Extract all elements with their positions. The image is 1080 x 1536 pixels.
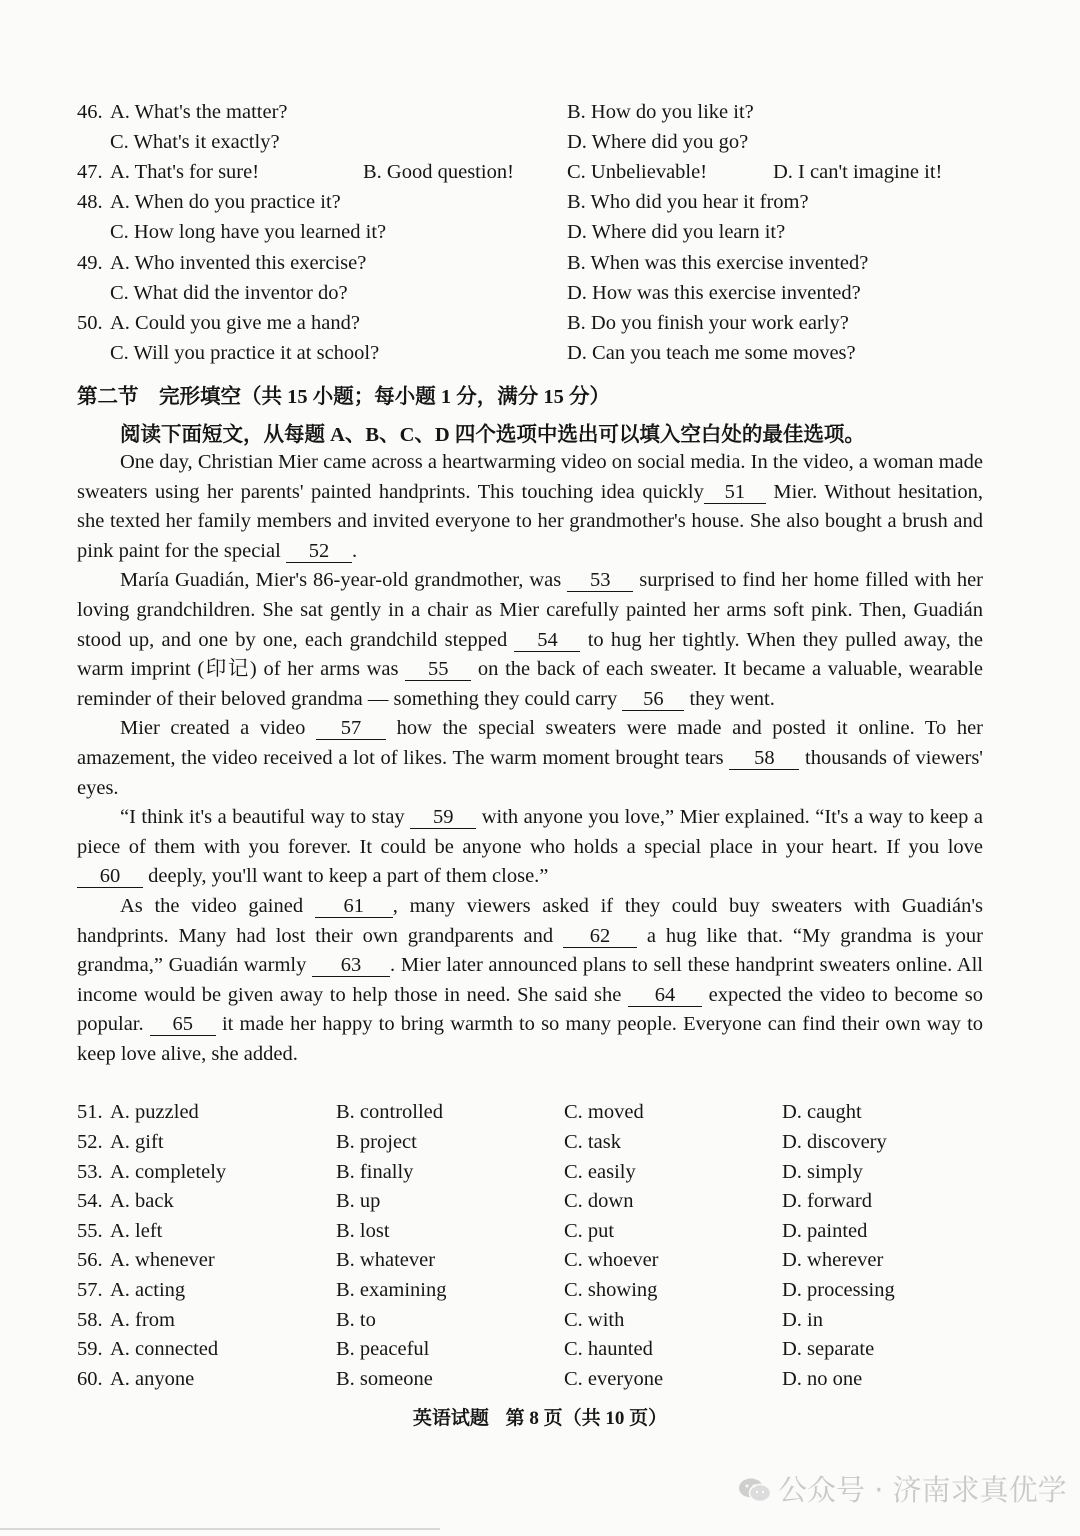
option-d: D. I can't imagine it! — [773, 161, 943, 183]
passage-text: on the back of each sweater. It became a valuable, wearable reminder of their beloved grandma — something they could carry — [77, 658, 984, 710]
options-57 — [77, 1275, 987, 1305]
blank-56: 56 — [622, 688, 684, 711]
options-59 — [77, 1334, 987, 1364]
question-number: 48. — [77, 191, 103, 213]
passage-text: they went. — [689, 687, 775, 710]
question-46-row-1 — [77, 97, 987, 127]
options-58 — [77, 1305, 987, 1335]
option-b: B. someone — [336, 1368, 433, 1390]
passage-text: surprised to find her home filled with her loving grandchildren. She sat gently in a chair as Mier carefully painted her arms soft pink. Then, Guadián stood up, and one by one, each grandchild stepped — [77, 569, 984, 651]
option-d: D. caught — [782, 1101, 862, 1123]
passage-text: . Mier later announced plans to sell these handprint sweaters online. All income would be given away to help those in need. She said she — [77, 954, 983, 1006]
option-d: D. wherever — [782, 1249, 884, 1271]
blank-62: 62 — [563, 925, 637, 948]
option-d: D. processing — [782, 1279, 895, 1301]
option-c: C. Unbelievable! — [567, 161, 708, 183]
question-number: 50. — [77, 312, 103, 334]
option-d: D. Can you teach me some moves? — [567, 342, 856, 364]
option-number: 54. — [77, 1190, 103, 1212]
passage-text: Mier created a video — [120, 717, 306, 740]
option-a: A. acting — [110, 1279, 186, 1301]
question-46-row-2 — [77, 127, 987, 157]
passage-text: thousands of viewers' eyes. — [77, 746, 983, 799]
option-b: B. controlled — [336, 1101, 444, 1123]
watermark — [738, 1472, 1067, 1508]
blank-59: 59 — [410, 806, 476, 829]
blank-52: 52 — [286, 540, 352, 563]
option-c: C. whoever — [564, 1249, 659, 1271]
passage-text: how the special sweaters were made and posted it online. To her amazement, the video received a lot of likes. The warm moment brought tears — [77, 717, 983, 769]
option-b: B. How do you like it? — [567, 101, 754, 123]
option-a: A. gift — [110, 1131, 164, 1153]
options-52 — [77, 1127, 987, 1157]
option-c: C. moved — [564, 1101, 644, 1123]
question-50-row-2 — [77, 338, 987, 368]
option-c: C. with — [564, 1309, 625, 1331]
option-c: C. down — [564, 1190, 634, 1212]
option-b: B. When was this exercise invented? — [567, 252, 869, 274]
paragraph-1 — [77, 448, 983, 566]
option-d: D. simply — [782, 1161, 863, 1183]
option-number: 60. — [77, 1368, 103, 1390]
option-b: B. lost — [336, 1220, 390, 1242]
passage-text: to hug her tightly. When they pulled away, the warm imprint (印记) of her arms was — [77, 628, 984, 681]
passage-text: expected the video to become so popular. — [77, 983, 983, 1036]
blank-63: 63 — [312, 954, 390, 977]
option-a: A. from — [110, 1309, 175, 1331]
blank-58: 58 — [729, 747, 799, 770]
option-b: B. examining — [336, 1279, 447, 1301]
option-d: D. Where did you learn it? — [567, 221, 786, 243]
option-a: A. When do you practice it? — [110, 191, 341, 213]
option-b: B. finally — [336, 1161, 414, 1183]
question-47-row — [77, 157, 987, 187]
option-d: D. in — [782, 1309, 823, 1331]
option-a: A. Who invented this exercise? — [110, 252, 367, 274]
option-number: 57. — [77, 1279, 103, 1301]
passage-text: One day, Christian Mier came across a heartwarming video on social media. In the video, a woman made sweaters using her parents' painted handprints. This touching idea quickly — [77, 451, 983, 503]
passage-text: with anyone you love,” Mier explained. “It's a way to keep a piece of them with you forever. It could be anyone who holds a special place in your heart. If you love — [77, 806, 983, 858]
option-c: C. showing — [564, 1279, 658, 1301]
page-footer — [0, 1404, 1080, 1434]
option-a: A. left — [110, 1220, 163, 1242]
option-b: B. Good question! — [363, 161, 514, 183]
option-number: 56. — [77, 1249, 103, 1271]
option-a: A. Could you give me a hand? — [110, 312, 360, 334]
option-a: A. puzzled — [110, 1101, 199, 1123]
option-number: 59. — [77, 1338, 103, 1360]
option-c: C. everyone — [564, 1368, 664, 1390]
blank-53: 53 — [567, 569, 633, 592]
option-d: D. forward — [782, 1190, 872, 1212]
option-a: A. back — [110, 1190, 174, 1212]
paragraph-2 — [77, 566, 983, 714]
passage-text: deeply, you'll want to keep a part of them close.” — [148, 865, 549, 888]
options-51 — [77, 1097, 987, 1127]
cloze-passage — [77, 448, 983, 1069]
question-number: 46. — [77, 101, 103, 123]
option-b: B. to — [336, 1309, 376, 1331]
bottom-divider — [0, 1528, 440, 1530]
option-b: B. up — [336, 1190, 381, 1212]
option-d: D. Where did you go? — [567, 131, 749, 153]
question-50-row-1 — [77, 308, 987, 338]
option-b: B. whatever — [336, 1249, 436, 1271]
option-d: D. painted — [782, 1220, 868, 1242]
paragraph-4 — [77, 803, 983, 892]
option-b: B. project — [336, 1131, 417, 1153]
options-55 — [77, 1216, 987, 1246]
passage-text: Mier. Without hesitation, she texted her family members and invited everyone to her grandmother's house. She also bought a brush and pink paint for the special — [77, 480, 983, 562]
blank-61: 61 — [315, 895, 393, 918]
option-d: D. How was this exercise invented? — [567, 282, 861, 304]
wechat-icon — [738, 1475, 772, 1501]
option-c: C. put — [564, 1220, 615, 1242]
question-49-row-1 — [77, 248, 987, 278]
option-c: C. Will you practice it at school? — [110, 342, 380, 364]
options-54 — [77, 1186, 987, 1216]
option-c: C. task — [564, 1131, 621, 1153]
option-c: C. haunted — [564, 1338, 653, 1360]
option-c: C. How long have you learned it? — [110, 221, 387, 243]
option-c: C. easily — [564, 1161, 636, 1183]
paragraph-3 — [77, 714, 983, 803]
option-number: 52. — [77, 1131, 103, 1153]
option-number: 53. — [77, 1161, 103, 1183]
blank-65: 65 — [150, 1013, 216, 1036]
passage-text: As the video gained — [120, 894, 304, 917]
option-b: B. Do you finish your work early? — [567, 312, 849, 334]
question-49-row-2 — [77, 278, 987, 308]
blank-54: 54 — [514, 629, 580, 652]
passage-text: it made her happy to bring warmth to so many people. Everyone can find their own way to keep love alive, she added. — [77, 1013, 984, 1065]
blank-60: 60 — [77, 865, 143, 888]
passage-text: “I think it's a beautiful way to stay — [120, 806, 405, 829]
option-a: A. What's the matter? — [110, 101, 288, 123]
blank-57: 57 — [316, 717, 386, 740]
passage-text: María Guadián, Mier's 86-year-old grandmother, was — [120, 569, 562, 592]
passage-text: , many viewers asked if they could buy sweaters with Guadián's handprints. Many had lost their own grandparents and — [77, 894, 983, 947]
section-instruction: 阅读下面短文，从每题 A、B、C、D 四个选项中选出可以填入空白处的最佳选项。 — [120, 424, 865, 446]
question-number: 47. — [77, 161, 103, 183]
option-a: A. completely — [110, 1161, 227, 1183]
option-number: 58. — [77, 1309, 103, 1331]
question-48-row-2 — [77, 217, 987, 247]
option-a: A. That's for sure! — [110, 161, 260, 183]
option-a: A. connected — [110, 1338, 219, 1360]
option-a: A. anyone — [110, 1368, 195, 1390]
paragraph-5 — [77, 892, 983, 1070]
passage-text: . — [351, 539, 358, 562]
question-48-row-1 — [77, 187, 987, 217]
option-b: B. peaceful — [336, 1338, 430, 1360]
option-a: A. whenever — [110, 1249, 215, 1271]
blank-64: 64 — [628, 984, 702, 1007]
watermark-text: 公众号 · 济南求真优学 — [778, 1473, 1067, 1507]
section-title: 第二节 完形填空（共 15 小题；每小题 1 分，满分 15 分） — [77, 386, 610, 408]
option-c: C. What did the inventor do? — [110, 282, 348, 304]
question-number: 49. — [77, 252, 103, 274]
options-60 — [77, 1364, 987, 1394]
option-d: D. separate — [782, 1338, 875, 1360]
blank-51: 51 — [704, 481, 766, 504]
option-d: D. no one — [782, 1368, 863, 1390]
option-number: 51. — [77, 1101, 103, 1123]
footer-subject: 英语试题 — [412, 1408, 489, 1429]
options-53 — [77, 1157, 987, 1187]
options-56 — [77, 1245, 987, 1275]
option-d: D. discovery — [782, 1131, 887, 1153]
option-number: 55. — [77, 1220, 103, 1242]
passage-text: a hug like that. “My grandma is your grandma,” Guadián warmly — [77, 924, 983, 977]
option-b: B. Who did you hear it from? — [567, 191, 809, 213]
option-c: C. What's it exactly? — [110, 131, 280, 153]
blank-55: 55 — [405, 658, 471, 681]
footer-page-number: 第 8 页（共 10 页） — [505, 1408, 668, 1429]
